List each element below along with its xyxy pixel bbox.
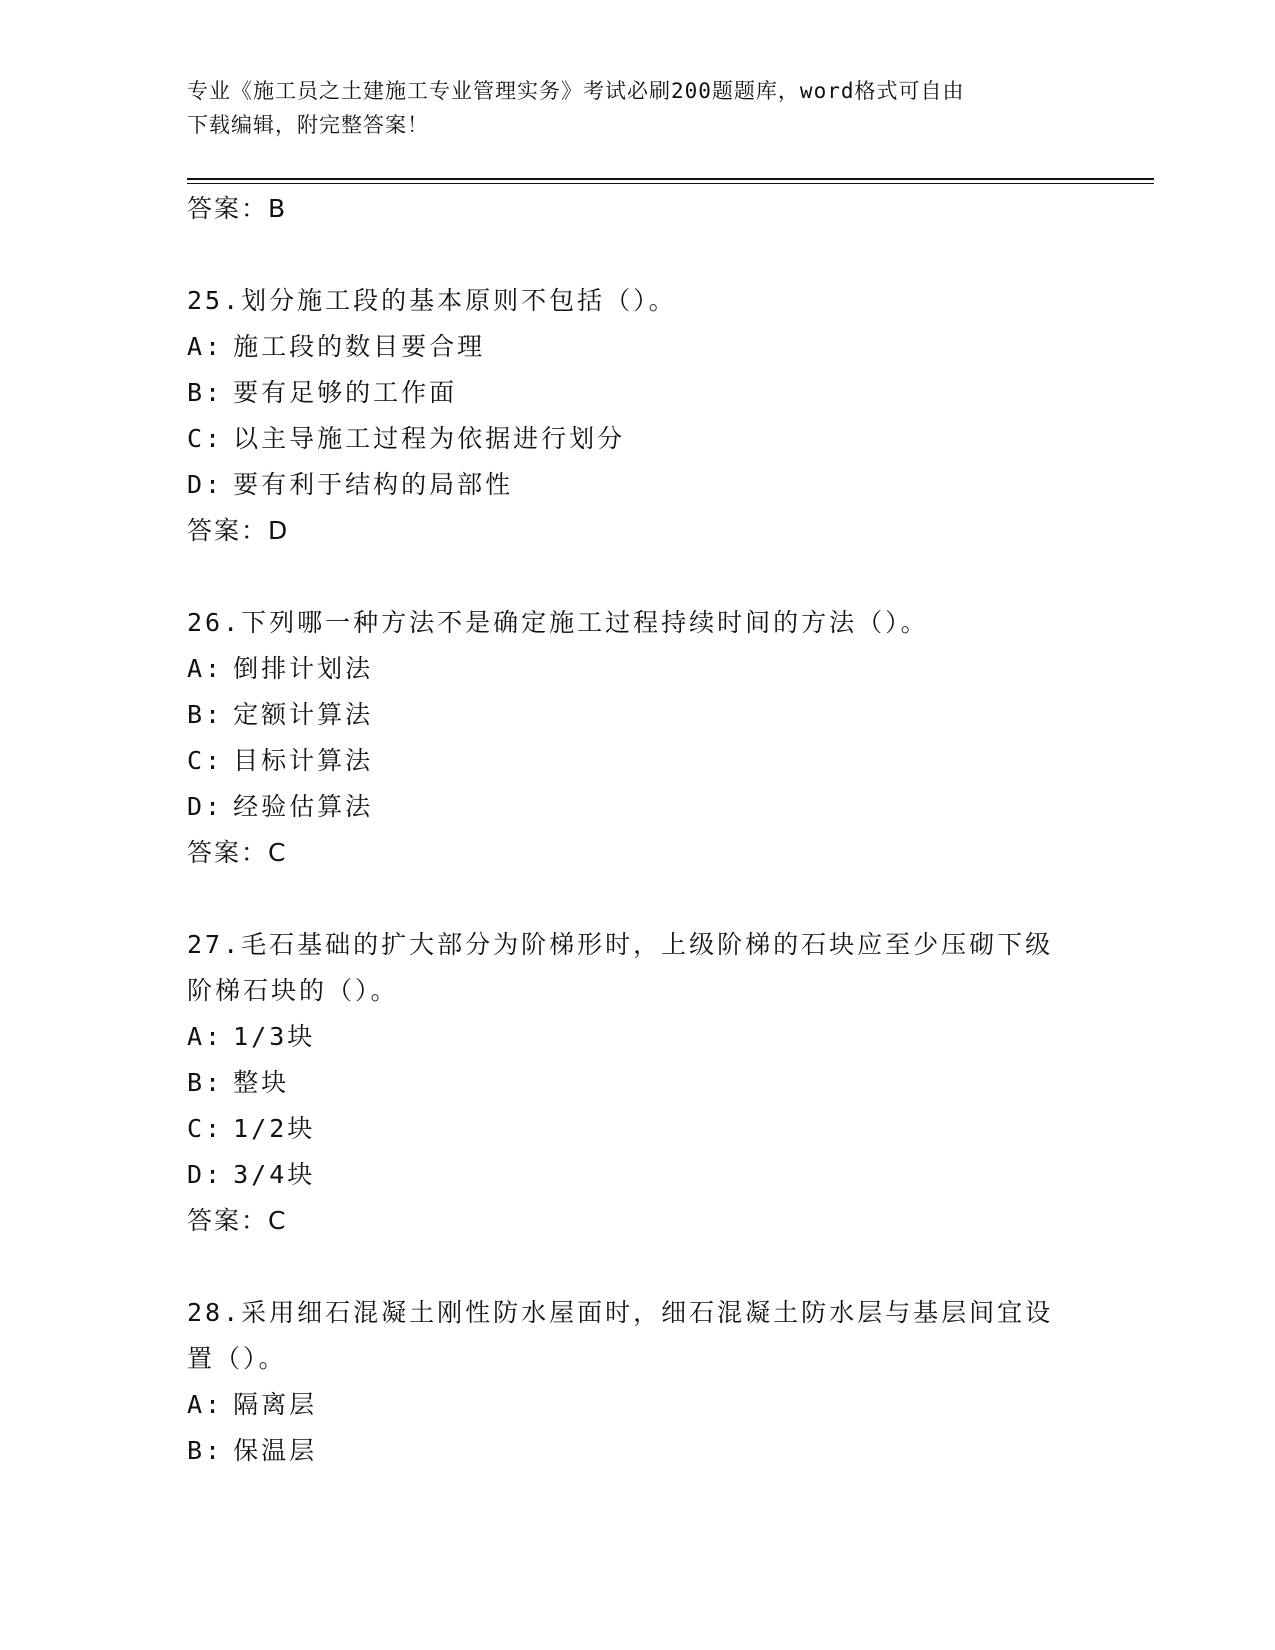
- answer-label: 答案：: [187, 1206, 269, 1235]
- option-text: 要有足够的工作面: [233, 378, 458, 407]
- answer-line: [187, 1198, 1087, 1244]
- answer-line: [187, 508, 1087, 554]
- option-a: [187, 324, 1087, 370]
- option-label: C:: [187, 424, 224, 453]
- option-label: D:: [187, 1160, 224, 1189]
- spacer: [187, 232, 1087, 278]
- option-text: 保温层: [233, 1436, 318, 1465]
- option-label: A:: [187, 654, 224, 683]
- option-text: 要有利于结构的局部性: [233, 470, 514, 499]
- header-line-1: 专业《施工员之土建施工专业管理实务》考试必刷200题题库，word格式可自由: [187, 79, 965, 103]
- answer-value: C: [268, 838, 288, 867]
- option-text: 施工段的数目要合理: [233, 332, 486, 361]
- header-rule-thin: [187, 183, 1154, 184]
- question-stem-continued: 阶梯石块的（）。: [187, 976, 399, 1005]
- option-label: D:: [187, 470, 224, 499]
- option-label: D:: [187, 792, 224, 821]
- option-label: B:: [187, 700, 224, 729]
- option-a: [187, 1014, 1087, 1060]
- document-header: [187, 74, 1067, 142]
- option-text: 1/2块: [233, 1114, 316, 1143]
- answer-line: [187, 186, 1087, 232]
- option-label: A:: [187, 332, 224, 361]
- option-d: [187, 784, 1087, 830]
- question-stem: 26.下列哪一种方法不是确定施工过程持续时间的方法（）。: [187, 608, 929, 637]
- question-block: [187, 1290, 1087, 1474]
- option-text: 1/3块: [233, 1022, 316, 1051]
- option-text: 经验估算法: [233, 792, 374, 821]
- option-b: [187, 1060, 1087, 1106]
- answer-label: 答案：: [187, 838, 269, 867]
- question-block: [187, 278, 1087, 554]
- spacer: [187, 876, 1087, 922]
- option-label: C:: [187, 1114, 224, 1143]
- answer-label: 答案：: [187, 516, 269, 545]
- answer-line: [187, 830, 1087, 876]
- option-label: B:: [187, 1436, 224, 1465]
- option-label: A:: [187, 1022, 224, 1051]
- question-stem: 25.划分施工段的基本原则不包括（）。: [187, 286, 677, 315]
- option-c: [187, 738, 1087, 784]
- option-b: [187, 692, 1087, 738]
- answer-value: D: [268, 516, 290, 545]
- question-block: [187, 600, 1087, 876]
- option-text: 倒排计划法: [233, 654, 374, 683]
- question-stem-continued: 置（）。: [187, 1344, 287, 1373]
- option-d: [187, 1152, 1087, 1198]
- option-text: 3/4块: [233, 1160, 316, 1189]
- option-text: 以主导施工过程为依据进行划分: [233, 424, 626, 453]
- spacer: [187, 554, 1087, 600]
- option-b: [187, 1428, 1087, 1474]
- option-label: B:: [187, 1068, 224, 1097]
- header-line-2: 下载编辑，附完整答案！: [187, 113, 429, 137]
- option-text: 定额计算法: [233, 700, 374, 729]
- option-label: A:: [187, 1390, 224, 1419]
- option-text: 整块: [233, 1068, 290, 1097]
- header-rule-thick: [187, 178, 1154, 180]
- option-d: [187, 462, 1087, 508]
- option-text: 隔离层: [233, 1390, 318, 1419]
- option-a: [187, 646, 1087, 692]
- answer-value: C: [268, 1206, 288, 1235]
- question-block: [187, 922, 1087, 1244]
- option-b: [187, 370, 1087, 416]
- answer-value: B: [268, 194, 288, 223]
- question-stem: 27.毛石基础的扩大部分为阶梯形时，上级阶梯的石块应至少压砌下级: [187, 930, 1054, 959]
- spacer: [187, 1244, 1087, 1290]
- answer-label: 答案：: [187, 194, 269, 223]
- option-c: [187, 416, 1087, 462]
- option-text: 目标计算法: [233, 746, 374, 775]
- option-label: C:: [187, 746, 224, 775]
- option-c: [187, 1106, 1087, 1152]
- question-content: [187, 186, 1087, 1474]
- option-label: B:: [187, 378, 224, 407]
- option-a: [187, 1382, 1087, 1428]
- question-stem: 28.采用细石混凝土刚性防水屋面时，细石混凝土防水层与基层间宜设: [187, 1298, 1054, 1327]
